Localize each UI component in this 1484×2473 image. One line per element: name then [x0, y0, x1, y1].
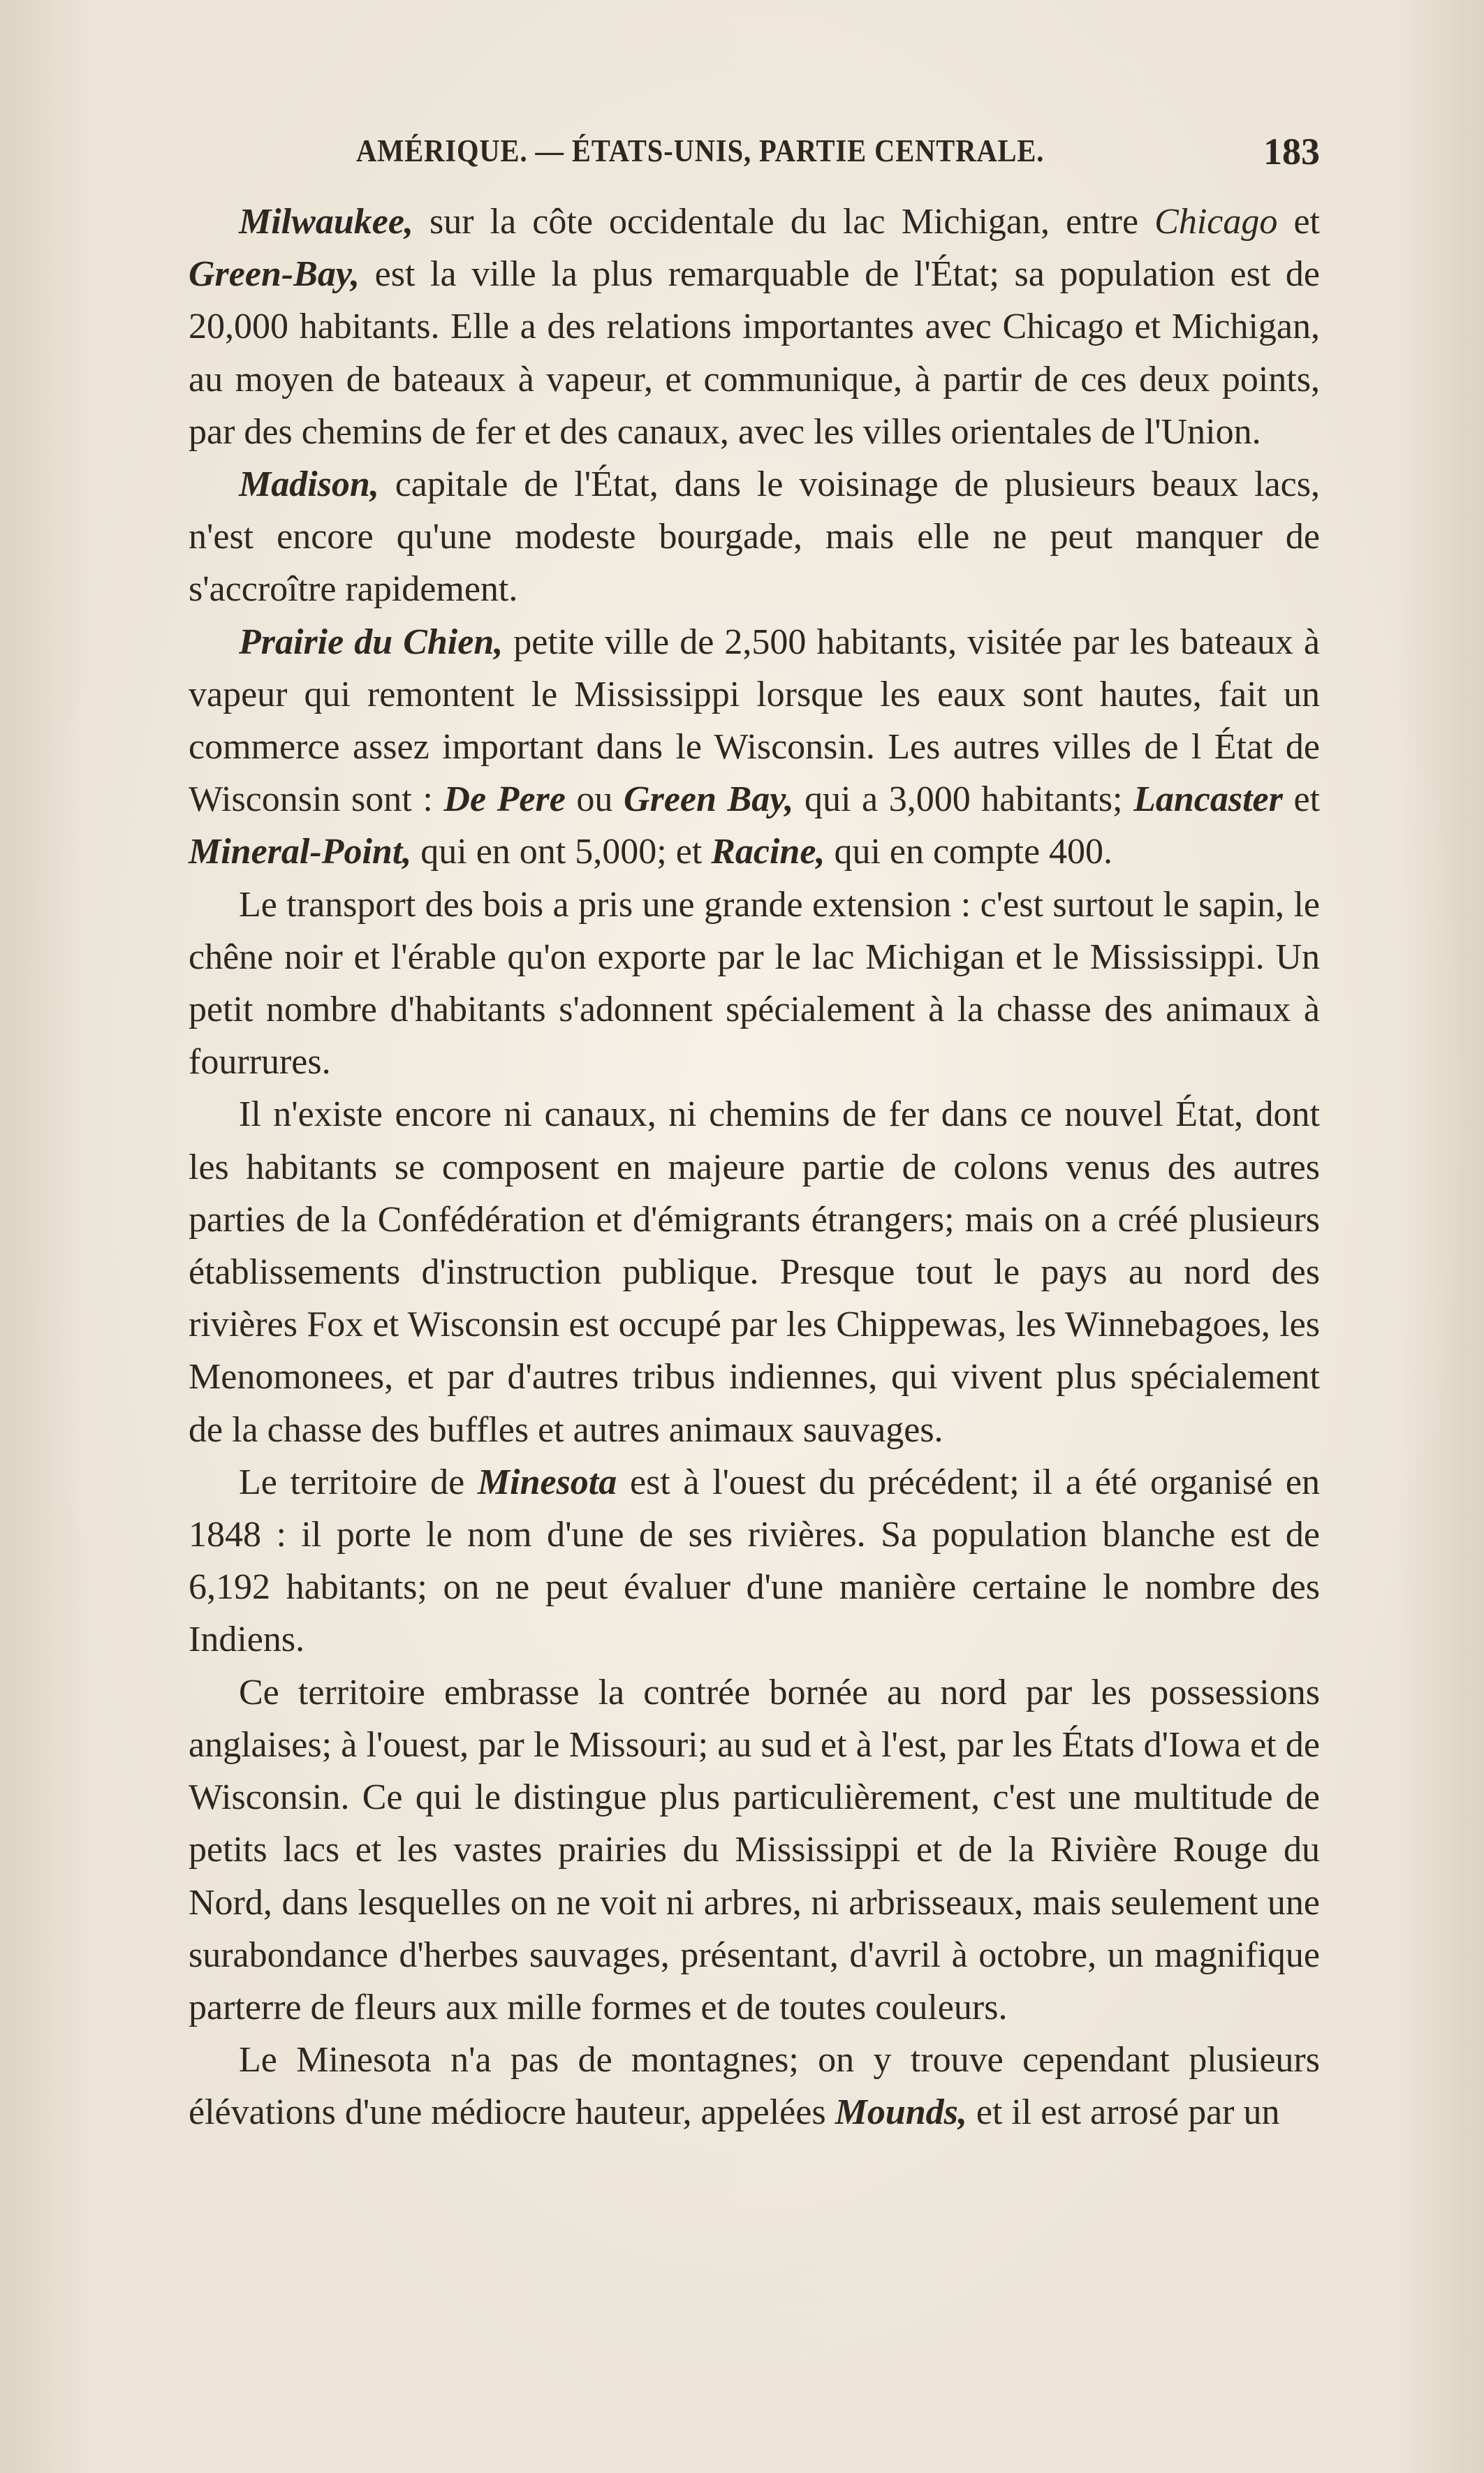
paragraph	[189, 1088, 1320, 1455]
running-head-title: AMÉRIQUE. — ÉTATS-UNIS, PARTIE CENTRALE.	[356, 133, 1045, 168]
text-run: est la ville la plus remarquable de l'État; sa population est de 20,000 habitants. Elle a des relations importantes avec Chicago et Michigan, au moyen de bateaux à vapeur, et communique, à partir de ces deux points, par des chemins de fer et des canaux, avec les villes orientales de l'Union.	[189, 254, 1320, 452]
paragraph	[189, 616, 1320, 879]
page-number: 183	[1263, 131, 1320, 173]
place-name: Green-Bay,	[189, 254, 360, 295]
text-run: Le territoire de	[239, 1462, 478, 1502]
text-run: ou	[565, 779, 624, 820]
text-run: capitale de l'État, dans le voisinage de plusieurs beaux lacs, n'est encore qu'une modeste bourgade, mais elle ne peut manquer de s'accroître rapidement.	[189, 464, 1320, 610]
place-name: Green Bay,	[624, 779, 794, 820]
text-run: qui a 3,000 habitants;	[793, 779, 1134, 820]
paragraph	[189, 2034, 1320, 2138]
place-name: Racine,	[711, 832, 825, 872]
place-name: Milwaukee,	[239, 202, 413, 242]
place-name: Mounds,	[835, 2092, 967, 2133]
place-name: Prairie du Chien,	[239, 622, 504, 662]
text-run: est à l'ouest du précédent; il a été organisé en 1848 : il porte le nom d'une de ses rivières. Sa population blanche est de 6,192 habitants; on ne peut évaluer d'une manière certaine le nombre des Indiens.	[189, 1462, 1320, 1660]
paragraph	[189, 458, 1320, 616]
text-run: Il n'existe encore ni canaux, ni chemins de fer dans ce nouvel État, dont les habitants se composent en majeure partie de colons venus des autres parties de la Confédération et d'émigrants étrangers; mais on a créé plusieurs établissements d'instruction publique. Presque tout le pays au nord des rivières Fox et Wisconsin est occupé par les Chippewas, les Winnebagoes, les Menomonees, et par d'autres tribus indiennes, qui vivent plus spécialement de la chasse des buffles et autres animaux sauvages.	[189, 1094, 1320, 1450]
text-run: et il est arrosé par un	[967, 2092, 1280, 2133]
text-run: petite ville de 2,500 habitants, visitée par les bateaux à vapeur qui remontent le Mississippi lorsque les eaux sont hautes, fait un commerce assez important dans le Wisconsin. Les autres villes de l État de Wisconsin sont :	[189, 622, 1320, 820]
body-text	[189, 196, 1320, 2139]
paragraph	[189, 196, 1320, 458]
italic-text: Chicago	[1154, 202, 1278, 242]
text-run: Le Minesota n'a pas de montagnes; on y trouve cependant plusieurs élévations d'une médiocre hauteur, appelées	[189, 2040, 1320, 2133]
text-run: Ce territoire embrasse la contrée bornée au nord par les possessions anglaises; à l'ouest, par le Missouri; au sud et à l'est, par les États d'Iowa et de Wisconsin. Ce qui le distingue plus particulièrement, c'est une multitude de petits lacs et les vastes prairies du Mississippi et de la Rivière Rouge du Nord, dans lesquelles on ne voit ni arbres, ni arbrisseaux, mais seulement une surabondance d'herbes sauvages, présentant, d'avril à octobre, un magnifique parterre de fleurs aux mille formes et de toutes couleurs.	[189, 1672, 1320, 2027]
text-run: sur la côte occidentale du lac Michigan, entre	[413, 202, 1155, 242]
paragraph	[189, 879, 1320, 1089]
paragraph	[189, 1456, 1320, 1666]
place-name: Madison,	[239, 464, 379, 505]
place-name: Minesota	[477, 1462, 617, 1502]
text-run: qui en ont 5,000; et	[411, 832, 712, 872]
place-name: Mineral-Point,	[189, 832, 412, 872]
place-name: Lancaster	[1133, 779, 1283, 820]
text-run: et	[1277, 202, 1320, 242]
text-run: et	[1282, 779, 1321, 820]
text-run: qui en compte 400.	[825, 832, 1113, 872]
place-name: De Pere	[443, 779, 566, 820]
running-head	[189, 133, 1320, 182]
text-run: Le transport des bois a pris une grande extension : c'est surtout le sapin, le chêne noir et l'érable qu'on exporte par le lac Michigan et le Mississippi. Un petit nombre d'habitants s'adonnent spécialement à la chasse des animaux à fourrures.	[189, 884, 1320, 1083]
paragraph	[189, 1666, 1320, 2034]
